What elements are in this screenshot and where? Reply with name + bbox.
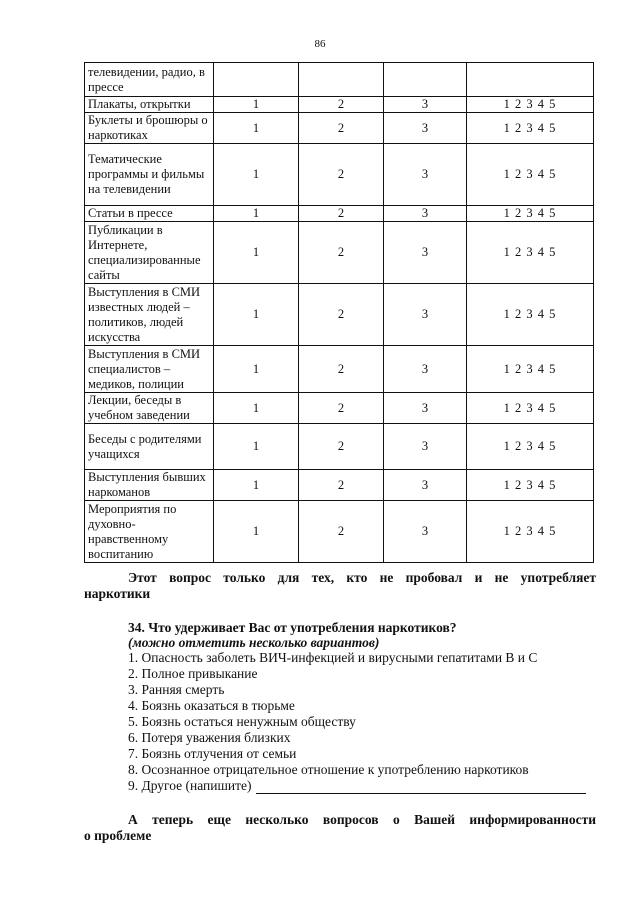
table-row	[85, 206, 594, 222]
scale-cell[interactable]: 1 2 3 4 5	[467, 144, 594, 206]
option-3-cell[interactable]: 3	[384, 470, 467, 501]
option-1-cell[interactable]: 1	[214, 393, 299, 424]
row-label: Выступления в СМИ специалистов – медиков, полиции	[85, 346, 214, 393]
option-2-cell[interactable]	[299, 63, 384, 97]
option-3-cell[interactable]: 3	[384, 113, 467, 144]
row-label: Тематические программы и фильмы на телевидении	[85, 144, 214, 206]
answer-option[interactable]: 3. Ранняя смерть	[128, 682, 225, 697]
scale-cell[interactable]: 1 2 3 4 5	[467, 97, 594, 113]
row-label: Выступления в СМИ известных людей – политиков, людей искусства	[85, 284, 214, 346]
option-1-cell[interactable]: 1	[214, 113, 299, 144]
row-label: телевидении, радио, в прессе	[85, 63, 214, 97]
option-1-cell[interactable]: 1	[214, 501, 299, 563]
answer-option[interactable]: 5. Боязнь остаться ненужным обществу	[128, 714, 356, 729]
scale-cell[interactable]	[467, 63, 594, 97]
option-2-cell[interactable]: 2	[299, 222, 384, 284]
option-1-cell[interactable]: 1	[214, 206, 299, 222]
row-label: Выступления бывших наркоманов	[85, 470, 214, 501]
scale-cell[interactable]: 1 2 3 4 5	[467, 113, 594, 144]
scale-cell[interactable]: 1 2 3 4 5	[467, 393, 594, 424]
option-3-cell[interactable]: 3	[384, 284, 467, 346]
answer-option[interactable]: 4. Боязнь оказаться в тюрьме	[128, 698, 295, 713]
answer-option-other[interactable]	[128, 778, 598, 794]
row-label: Статьи в прессе	[85, 206, 214, 222]
option-1-cell[interactable]	[214, 63, 299, 97]
other-write-in-line[interactable]	[256, 781, 586, 794]
option-3-cell[interactable]: 3	[384, 393, 467, 424]
row-label: Буклеты и брошюры о наркотиках	[85, 113, 214, 144]
scale-cell[interactable]: 1 2 3 4 5	[467, 346, 594, 393]
scale-cell[interactable]: 1 2 3 4 5	[467, 424, 594, 470]
option-2-cell[interactable]: 2	[299, 206, 384, 222]
table-row	[85, 470, 594, 501]
survey-table	[84, 62, 594, 563]
section-intro-line1: А теперь еще несколько вопросов о Вашей информированности	[128, 812, 596, 827]
option-2-cell[interactable]: 2	[299, 284, 384, 346]
option-1-cell[interactable]: 1	[214, 144, 299, 206]
option-2-cell[interactable]: 2	[299, 144, 384, 206]
row-label: Лекции, беседы в учебном заведении	[85, 393, 214, 424]
table-row	[85, 97, 594, 113]
option-3-cell[interactable]	[384, 63, 467, 97]
answer-option[interactable]: 1. Опасность заболеть ВИЧ-инфекцией и вирусными гепатитами В и С	[128, 650, 538, 665]
table-row	[85, 63, 594, 97]
other-label: 9. Другое (напишите)	[128, 778, 252, 793]
option-3-cell[interactable]: 3	[384, 346, 467, 393]
scale-cell[interactable]: 1 2 3 4 5	[467, 470, 594, 501]
option-2-cell[interactable]: 2	[299, 97, 384, 113]
scale-cell[interactable]: 1 2 3 4 5	[467, 284, 594, 346]
option-2-cell[interactable]: 2	[299, 470, 384, 501]
option-2-cell[interactable]: 2	[299, 424, 384, 470]
table-row	[85, 424, 594, 470]
option-3-cell[interactable]: 3	[384, 206, 467, 222]
answer-option[interactable]: 8. Осознанное отрицательное отношение к употреблению наркотиков	[128, 762, 529, 777]
scale-cell[interactable]: 1 2 3 4 5	[467, 206, 594, 222]
scale-cell[interactable]: 1 2 3 4 5	[467, 222, 594, 284]
instruction-note-line1: Этот вопрос только для тех, кто не пробовал и не употребляет	[128, 570, 596, 585]
row-label: Мероприятия по духовно-нравственному воспитанию	[85, 501, 214, 563]
answer-option[interactable]: 7. Боязнь отлучения от семьи	[128, 746, 297, 761]
row-label: Плакаты, открытки	[85, 97, 214, 113]
answer-option[interactable]: 2. Полное привыкание	[128, 666, 258, 681]
option-2-cell[interactable]: 2	[299, 346, 384, 393]
table-row	[85, 501, 594, 563]
instruction-note-line2: наркотики	[84, 586, 151, 601]
option-1-cell[interactable]: 1	[214, 222, 299, 284]
option-2-cell[interactable]: 2	[299, 113, 384, 144]
option-3-cell[interactable]: 3	[384, 424, 467, 470]
table-row	[85, 144, 594, 206]
option-1-cell[interactable]: 1	[214, 470, 299, 501]
option-1-cell[interactable]: 1	[214, 424, 299, 470]
question-subtitle: (можно отметить несколько вариантов)	[128, 635, 380, 650]
scale-cell[interactable]: 1 2 3 4 5	[467, 501, 594, 563]
option-1-cell[interactable]: 1	[214, 97, 299, 113]
option-1-cell[interactable]: 1	[214, 284, 299, 346]
answer-options	[128, 650, 598, 794]
table-row	[85, 113, 594, 144]
option-1-cell[interactable]: 1	[214, 346, 299, 393]
table-row	[85, 284, 594, 346]
option-3-cell[interactable]: 3	[384, 222, 467, 284]
question-title: 34. Что удерживает Вас от употребления наркотиков?	[128, 620, 457, 635]
page-number: 86	[314, 38, 326, 50]
row-label: Беседы с родителями учащихся	[85, 424, 214, 470]
option-3-cell[interactable]: 3	[384, 144, 467, 206]
table-row	[85, 346, 594, 393]
option-2-cell[interactable]: 2	[299, 501, 384, 563]
option-3-cell[interactable]: 3	[384, 501, 467, 563]
table-row	[85, 222, 594, 284]
option-3-cell[interactable]: 3	[384, 97, 467, 113]
option-2-cell[interactable]: 2	[299, 393, 384, 424]
section-intro-line2: о проблеме	[84, 828, 152, 843]
answer-option[interactable]: 6. Потеря уважения близких	[128, 730, 291, 745]
row-label: Публикации в Интернете, специализированные сайты	[85, 222, 214, 284]
table-row	[85, 393, 594, 424]
